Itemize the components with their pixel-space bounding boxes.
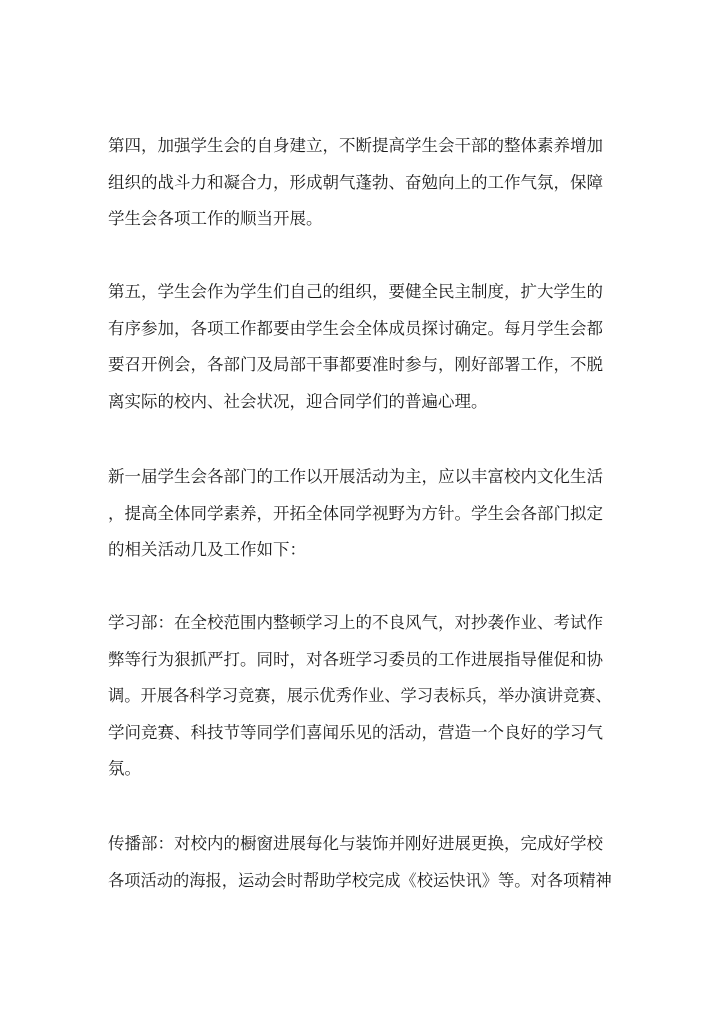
paragraph-media-department bbox=[108, 826, 612, 899]
text-line: ，提高全体同学素养，开拓全体同学视野为方针。学生会各部门拟定 bbox=[108, 503, 603, 523]
text-line: 学生会各项工作的顺当开展。 bbox=[108, 209, 323, 228]
text-line: 第五，学生会作为学生们自己的组织，要健全民主制度，扩大学生的 bbox=[108, 282, 603, 301]
text-line: 学问竞赛、科技节等同学们喜闻乐见的活动，营造一个良好的学习气 bbox=[108, 722, 603, 742]
text-line: 组织的战斗力和凝合力，形成朝气蓬勃、奋勉向上的工作气氛，保障 bbox=[108, 172, 603, 192]
text-line: 的相关活动几及工作如下： bbox=[108, 540, 306, 559]
text-line: 学习部：在全校范围内整顿学习上的不良风气，对抄袭作业、考试作 bbox=[108, 613, 603, 632]
text-line: 调。开展各科学习竞赛，展示优秀作业、学习表标兵，举办演讲竞赛、 bbox=[108, 686, 612, 705]
text-line: 弊等行为狠抓严打。同时，对各班学习委员的工作进展指导催促和协 bbox=[108, 649, 603, 669]
paragraph-fifth-point bbox=[108, 274, 612, 420]
text-line: 新一届学生会各部门的工作以开展活动为主，应以丰富校内文化生活 bbox=[108, 467, 603, 486]
text-line: 传播部：对校内的橱窗进展每化与装饰并刚好进展更换，完成好学校 bbox=[108, 834, 603, 853]
paragraph-study-department bbox=[108, 605, 612, 788]
text-line: 氛。 bbox=[108, 759, 141, 778]
paragraph-fourth-point bbox=[108, 128, 612, 238]
text-line: 各项活动的海报，运动会时帮助学校完成《校运快讯》等。对各项精神 bbox=[108, 870, 612, 890]
text-line: 要召开例会，各部门及局部干事都要准时参与，刚好部署工作，不脱 bbox=[108, 355, 603, 374]
text-line: 离实际的校内、社会状况，迎合同学们的普遍心理。 bbox=[108, 391, 488, 411]
text-line: 有序参加，各项工作都要由学生会全体成员探讨确定。每月学生会都 bbox=[108, 318, 603, 338]
paragraph-new-session bbox=[108, 459, 612, 569]
text-line: 第四，加强学生会的自身建立，不断提高学生会干部的整体素养增加 bbox=[108, 136, 603, 155]
